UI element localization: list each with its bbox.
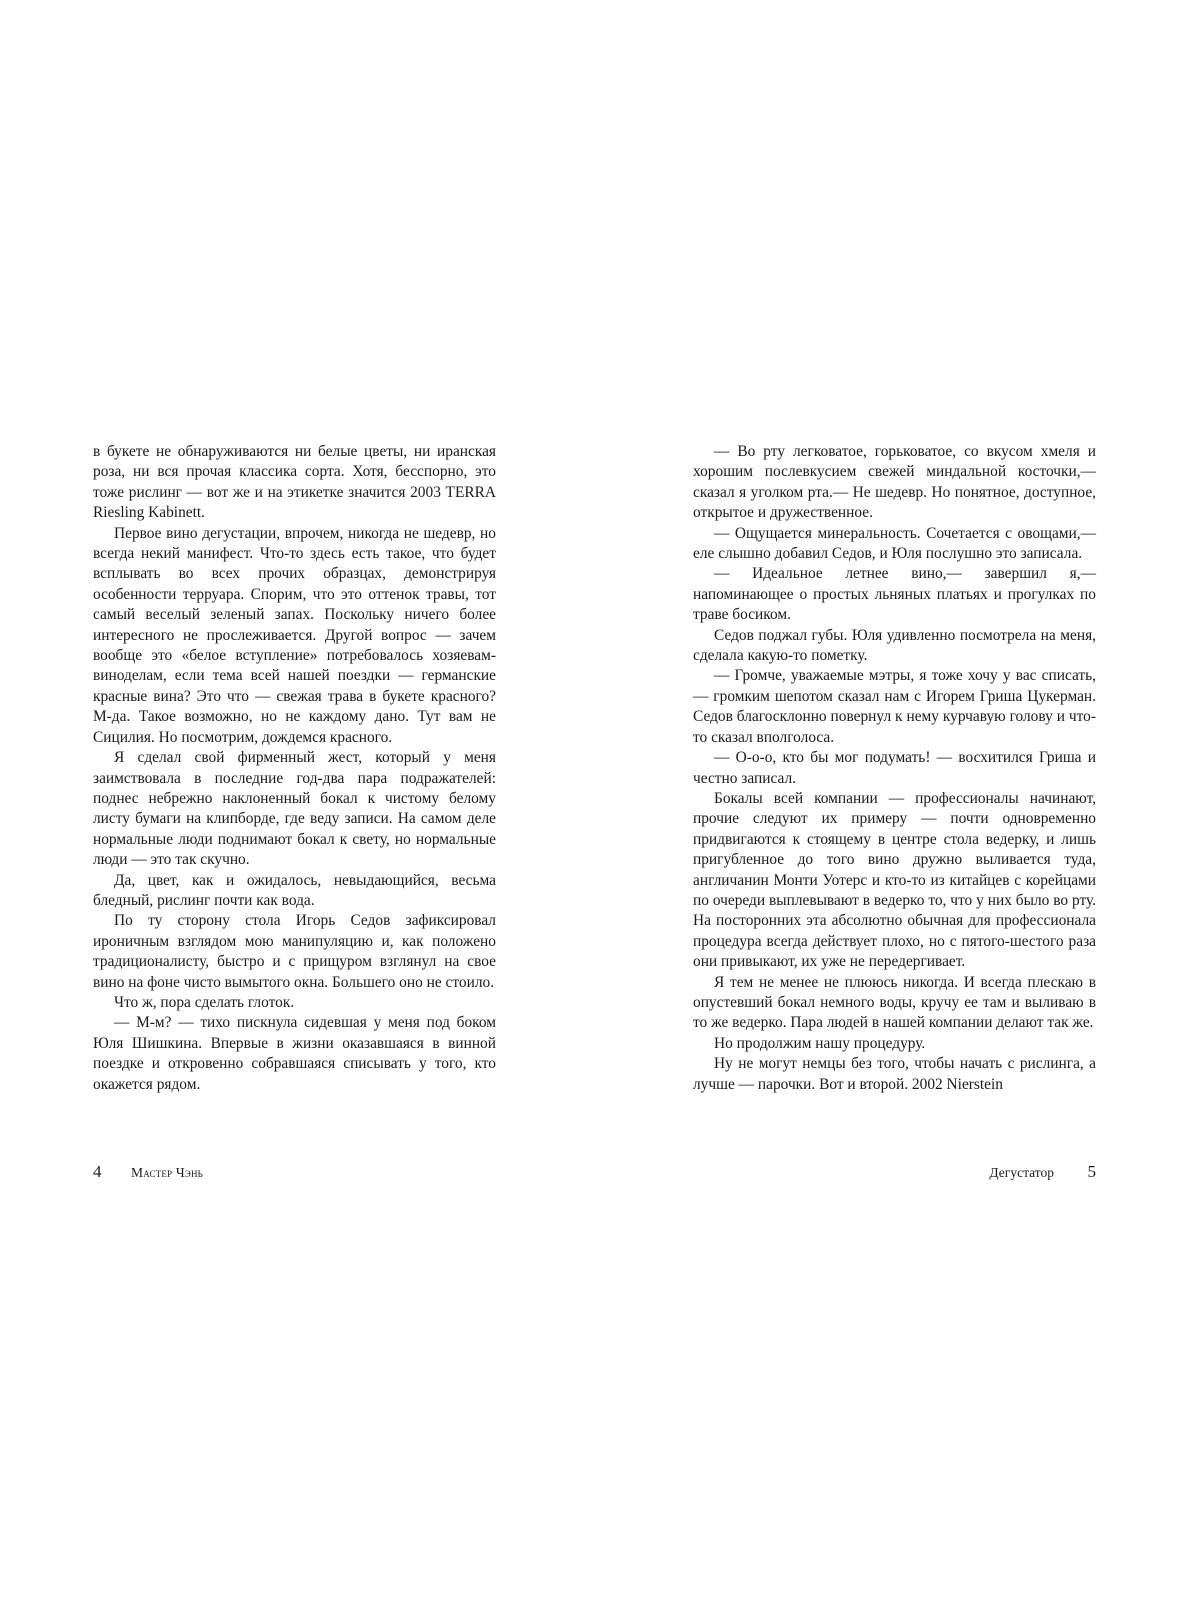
right-page-body [693,442,1096,1095]
left-running-head: Мастер Чэнь [131,1165,204,1180]
right-paragraph-6: — О-о-о, кто бы мог подумать! — восхитился Гриша и честно записал. [693,749,1096,787]
right-paragraph-9: Но продолжим нашу процедуру. [714,1034,926,1052]
right-paragraph-8: Я тем не менее не плююсь никогда. И всегда плескаю в опустевший бокал немного воды, кручу ее там и выливаю в то же ведерко. Пара людей в нашей компании делают так же. [693,973,1096,1032]
right-page-number: 5 [1087,1162,1096,1181]
left-paragraph-4: Да, цвет, как и ожидалось, невыдающийся, весьма бледный, рислинг почти как вода. [93,871,496,909]
left-paragraph-3: Я сделал свой фирменный жест, который у меня заимствовала в последние год-два пара подражателей: поднес небрежно наклоненный бокал к чистому белому листу бумаги на клипборде, где веду записи. На самом деле нормальные люди поднимают бокал к свету, но нормальные люди — это так скучно. [93,749,496,869]
left-page-number: 4 [93,1162,102,1181]
left-paragraph-6: Что ж, пора сделать глоток. [114,993,295,1011]
right-paragraph-3: — Идеальное летнее вино,— завершил я,— напоминающее о простых льняных платьях и прогулках по траве босиком. [693,565,1096,624]
right-paragraph-1: — Во рту легковатое, горьковатое, со вкусом хмеля и хорошим послевкусием свежей миндальной косточки,— сказал я уголком рта.— Не шедевр. Но понятное, доступное, открытое и дружественное. [693,443,1096,522]
left-paragraph-1: в букете не обнаруживаются ни белые цветы, ни иранская роза, ни вся прочая классика сорта. Хотя, бесспорно, это тоже рислинг — вот же и на этикетке значится 2003 TERRA Riesling Kabinett. [93,443,496,522]
left-page-footer [93,1162,496,1186]
right-running-head: Дегустатор [989,1165,1054,1180]
right-paragraph-5: — Громче, уважаемые мэтры, я тоже хочу у вас списать,— громким шепотом сказал нам с Игорем Гриша Цукерман. Седов благосклонно повернул к нему курчавую голову и что-то сказал вполголоса. [693,667,1096,746]
left-paragraph-5: По ту сторону стола Игорь Седов зафиксировал ироничным взглядом мою манипуляцию и, как положено традиционалисту, быстро и с прищуром взглянул на свое вино на фоне чисто вымытого окна. Большего оно не стоило. [93,912,496,991]
left-paragraph-2: Первое вино дегустации, впрочем, никогда не шедевр, но всегда некий манифест. Что-то здесь есть такое, что будет всплывать во всех прочих образцах, демонстрируя особенности терруара. Спорим, что это оттенок травы, тот самый веселый зеленый запах. Поскольку ничего более интересного не прослеживается. Другой вопрос — зачем вообще это «белое вступление» потребовалось хозяевам-виноделам, если тема всей нашей поездки — германские красные вина? Это что — свежая трава в букете красного? М-да. Такое возможно, но не каждому дано. Тут вам не Сицилия. Но посмотрим, дождемся красного. [93,524,496,746]
right-paragraph-2: — Ощущается минеральность. Сочетается с овощами,— еле слышно добавил Седов, и Юля послушно это записала. [693,524,1096,563]
left-paragraph-7: — М-м? — тихо пискнула сидевшая у меня под боком Юля Шишкина. Впервые в жизни оказавшаяся в винной поездке и откровенно собравшаяся списывать у того, кто окажется рядом. [93,1014,496,1093]
left-page-body [93,442,496,1095]
right-paragraph-10: Ну не могут немцы без того, чтобы начать с рислинга, а лучше — парочки. Вот и второй. 2002 Nierstein [693,1055,1096,1093]
right-paragraph-7: Бокалы всей компании — профессионалы начинают, прочие следуют их примеру — почти одновременно придвигаются к стоящему в центре стола ведерку, и лишь пригубленное до того вино дружно выливается туда, англичанин Монти Уотерс и кто-то из китайцев с корейцами по очереди выплевывают в ведерко то, что у них было во рту. На посторонних эта абсолютно обычная для профессионала процедура всегда действует плохо, но с пятого-шестого раза они привыкают, их уже не передергивает. [693,789,1096,971]
right-page-footer [693,1162,1096,1186]
right-paragraph-4: Седов поджал губы. Юля удивленно посмотрела на меня, сделала какую-то пометку. [693,626,1096,665]
